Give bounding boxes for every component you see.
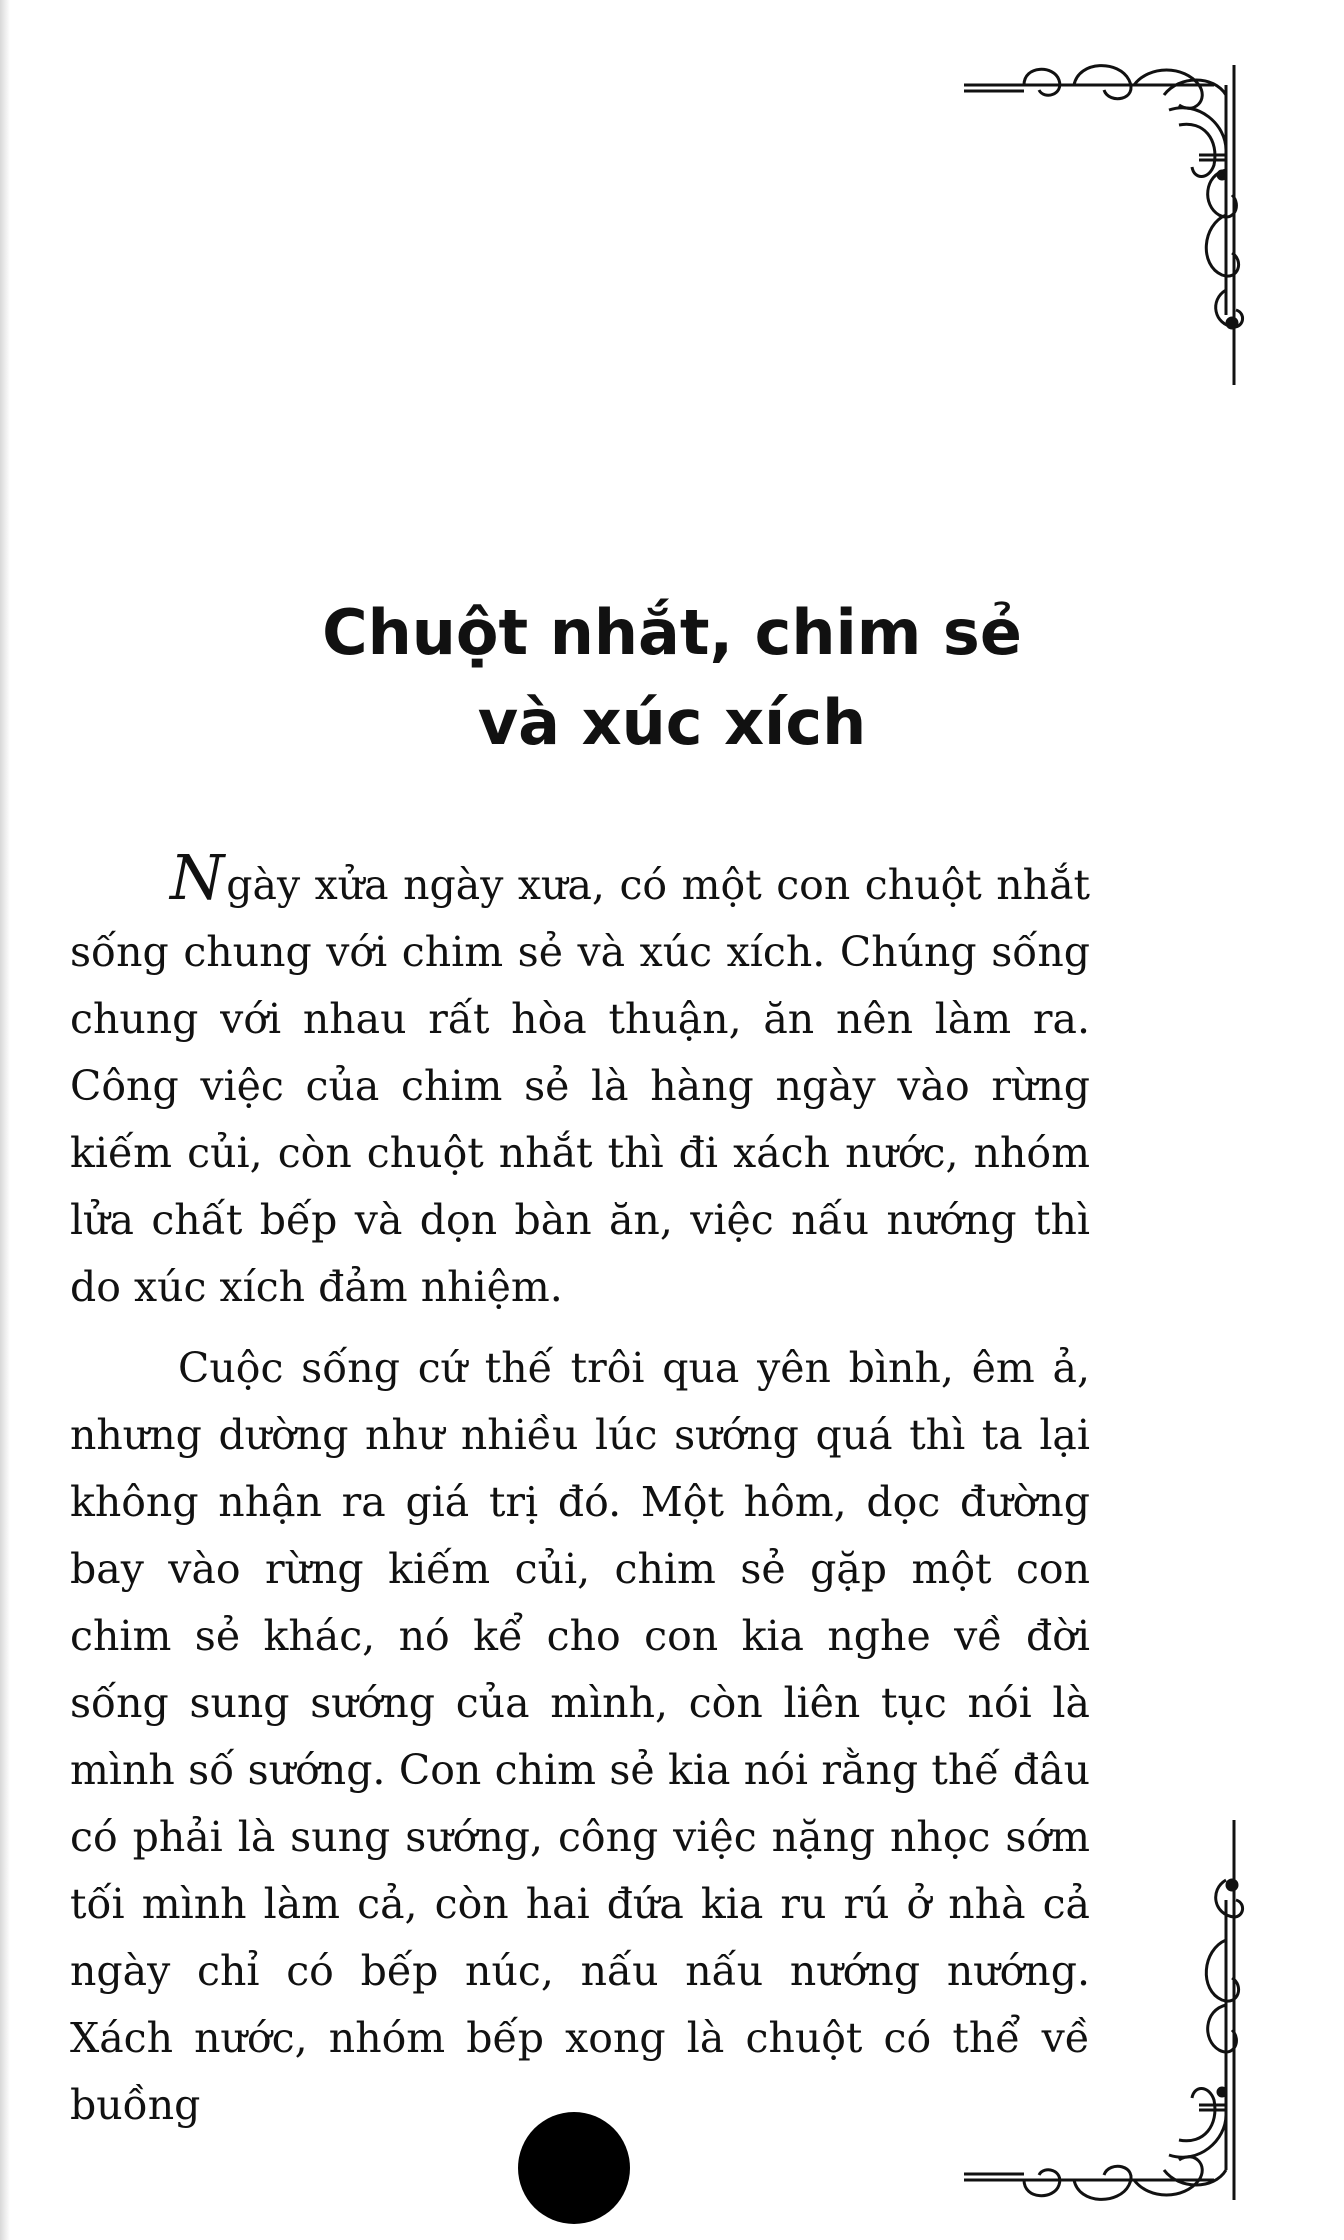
story-title-line-2: và xúc xích <box>477 686 867 759</box>
paragraph-1-body: gày xửa ngày xưa, có một con chuột nhắt sống chung với chim sẻ và xúc xích. Chúng sống chung với nhau rất hòa thuận, ăn nên làm ra. Công việc của chim sẻ là hàng ngày vào rừng kiếm củi, còn chuột nhắt thì đi xách nước, nhóm lửa chất bếp và dọn bàn ăn, việc nấu nướng thì do xúc xích đảm nhiệm. <box>70 861 1090 1311</box>
page-edge-shadow <box>0 0 10 2240</box>
drop-cap-letter: N <box>170 841 225 914</box>
corner-flourish-bottom-right-icon <box>964 1820 1264 2220</box>
black-circle-icon <box>518 2112 630 2224</box>
paragraph-2-text: Cuộc sống cứ thế trôi qua yên bình, êm ả, nhưng dường như nhiều lúc sướng quá thì ta lại không nhận ra giá trị đó. Một hôm, dọc đường bay vào rừng kiếm củi, chim sẻ gặp một con chim sẻ khác, nó kể cho con kia nghe về đời sống sung sướng của mình, còn liên tục nói là mình số sướng. Con chim sẻ kia nói rằng thế đâu có phải là sung sướng, công việc nặng nhọc sớm tối mình làm cả, còn hai đứa kia ru rú ở nhà cả ngày chỉ có bếp núc, nấu nấu nướng nướng. Xách nước, nhóm bếp xong là chuột có thể về buồng <box>70 1344 1090 2129</box>
story-title-line-1: Chuột nhắt, chim sẻ <box>322 596 1022 669</box>
paragraph-2 <box>70 1335 1090 2139</box>
paragraph-1-text <box>70 841 1090 1321</box>
corner-flourish-top-right-icon <box>964 55 1264 385</box>
paragraph-1 <box>70 841 1090 1321</box>
